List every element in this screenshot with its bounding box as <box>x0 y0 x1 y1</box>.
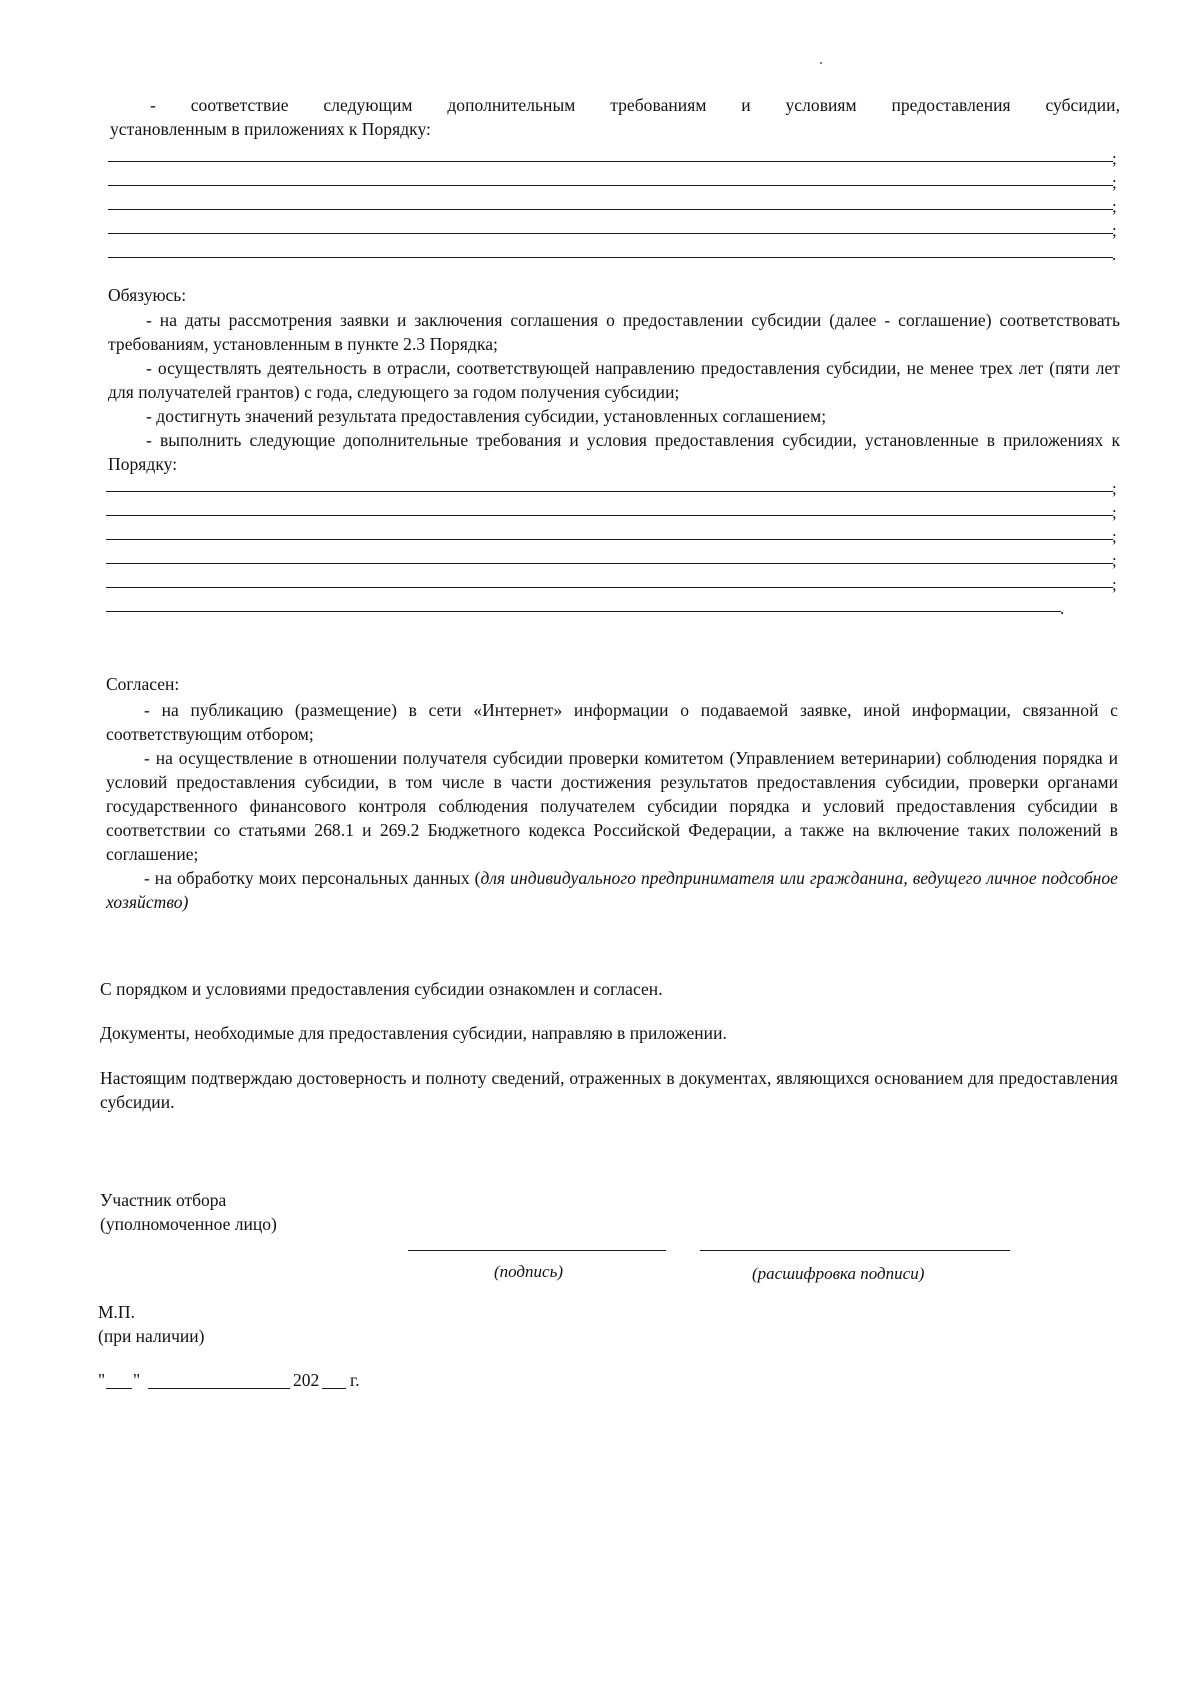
blank-line-end: ; <box>1112 221 1117 240</box>
requirements-intro-line2: установленным в приложениях к Порядку: <box>110 119 431 139</box>
statement-text: Настоящим подтверждаю достоверность и полноту сведений, отраженных в документах, являющихся основанием для предоставления субсидии. <box>100 1068 1118 1112</box>
blank-line[interactable] <box>108 233 1113 234</box>
commitments-heading: Обязуюсь: <box>108 285 187 305</box>
requirements-intro <box>110 93 1120 141</box>
statement-text: Документы, необходимые для предоставления субсидии, направляю в приложении. <box>100 1023 727 1043</box>
blank-line[interactable] <box>106 491 1113 492</box>
blank-line[interactable] <box>108 257 1113 258</box>
blank-line[interactable] <box>106 563 1113 564</box>
date-year-suffix: г. <box>350 1370 360 1390</box>
blank-line-end: . <box>1112 245 1117 264</box>
scan-speck <box>820 62 822 64</box>
blank-line-end: ; <box>1112 173 1117 192</box>
signature-decipher-line[interactable] <box>700 1250 1010 1251</box>
blank-line[interactable] <box>106 587 1113 588</box>
participant-label: Участник отбора <box>100 1190 227 1210</box>
consent-item: - на публикацию (размещение) в сети «Интернет» информации о подаваемой заявке, иной информации, связанной с соответствующим отбором; <box>106 700 1118 744</box>
statement-documents <box>100 1021 1118 1045</box>
commitment-item: - выполнить следующие дополнительные требования и условия предоставления субсидии, установленные в приложениях к Порядку: <box>108 430 1120 474</box>
blank-line[interactable] <box>108 185 1113 186</box>
blank-line[interactable] <box>106 611 1061 612</box>
commitment-item: - осуществлять деятельность в отрасли, соответствующей направлению предоставления субсидии, не менее трех лет (пяти лет для получателей грантов) с года, следующего за годом получения субсидии; <box>108 358 1120 402</box>
statement-text: С порядком и условиями предоставления субсидии ознакомлен и согласен. <box>100 979 663 999</box>
commitments-list <box>108 308 1120 476</box>
blank-line-end: ; <box>1112 197 1117 216</box>
consent-item: - на осуществление в отношении получателя субсидии проверки комитетом (Управлением ветеринарии) соблюдения порядка и условий предоставления субсидии, в том числе в части достижения результатов предоставления субсидии, проверки органами государственного финансового контроля соблюдения получателем субсидии порядка и условий предоставления субсидии в соответствии со статьями 268.1 и 269.2 Бюджетного кодекса Российской Федерации, а также на включение таких положений в соглашение; <box>106 748 1118 864</box>
blank-line[interactable] <box>108 161 1113 162</box>
signature-line[interactable] <box>408 1250 666 1251</box>
date-open-quote: " <box>98 1370 106 1390</box>
blank-line-end: ; <box>1112 503 1117 522</box>
requirements-intro-line1: - соответствие следующим дополнительным требованиям и условиям предоставления субсидии, <box>150 95 1120 115</box>
blank-line[interactable] <box>106 515 1113 516</box>
blank-line-end: ; <box>1112 527 1117 546</box>
statement-familiarized <box>100 977 1118 1001</box>
stamp-label: М.П. <box>98 1302 135 1322</box>
stamp-sublabel: (при наличии) <box>98 1326 205 1346</box>
consent-heading: Согласен: <box>106 674 180 694</box>
date-month-blank[interactable] <box>148 1388 290 1389</box>
personal-data-prefix: - на обработку моих персональных данных ( <box>144 868 481 888</box>
date-day-blank[interactable] <box>106 1388 132 1389</box>
consent-item-personal-data <box>106 866 1118 914</box>
statement-confirmation <box>100 1066 1118 1114</box>
commitment-item: - на даты рассмотрения заявки и заключения соглашения о предоставлении субсидии (далее - соглашение) соответствовать требованиям, установленным в пункте 2.3 Порядка; <box>108 310 1120 354</box>
signature-caption: (подпись) <box>494 1262 563 1281</box>
participant-sublabel: (уполномоченное лицо) <box>100 1214 277 1234</box>
date-year-prefix: 202 <box>293 1370 320 1390</box>
consent-list <box>106 698 1118 914</box>
signature-decipher-caption: (расшифровка подписи) <box>752 1264 925 1283</box>
date-close-quote: " <box>133 1370 141 1390</box>
blank-line[interactable] <box>106 539 1113 540</box>
blank-line-end: ; <box>1112 551 1117 570</box>
blank-line-end: ; <box>1112 149 1117 168</box>
date-year-blank[interactable] <box>322 1388 346 1389</box>
blank-line-end: ; <box>1112 575 1117 594</box>
blank-line[interactable] <box>108 209 1113 210</box>
personal-data-note: для индивидуального предпринимателя или гражданина, ведущего личное подсобное хозяйство) <box>106 868 1118 912</box>
commitment-item: - достигнуть значений результата предоставления субсидии, установленных соглашением; <box>146 406 827 426</box>
blank-line-end: ; <box>1112 479 1117 498</box>
blank-line-end: . <box>1060 599 1065 618</box>
